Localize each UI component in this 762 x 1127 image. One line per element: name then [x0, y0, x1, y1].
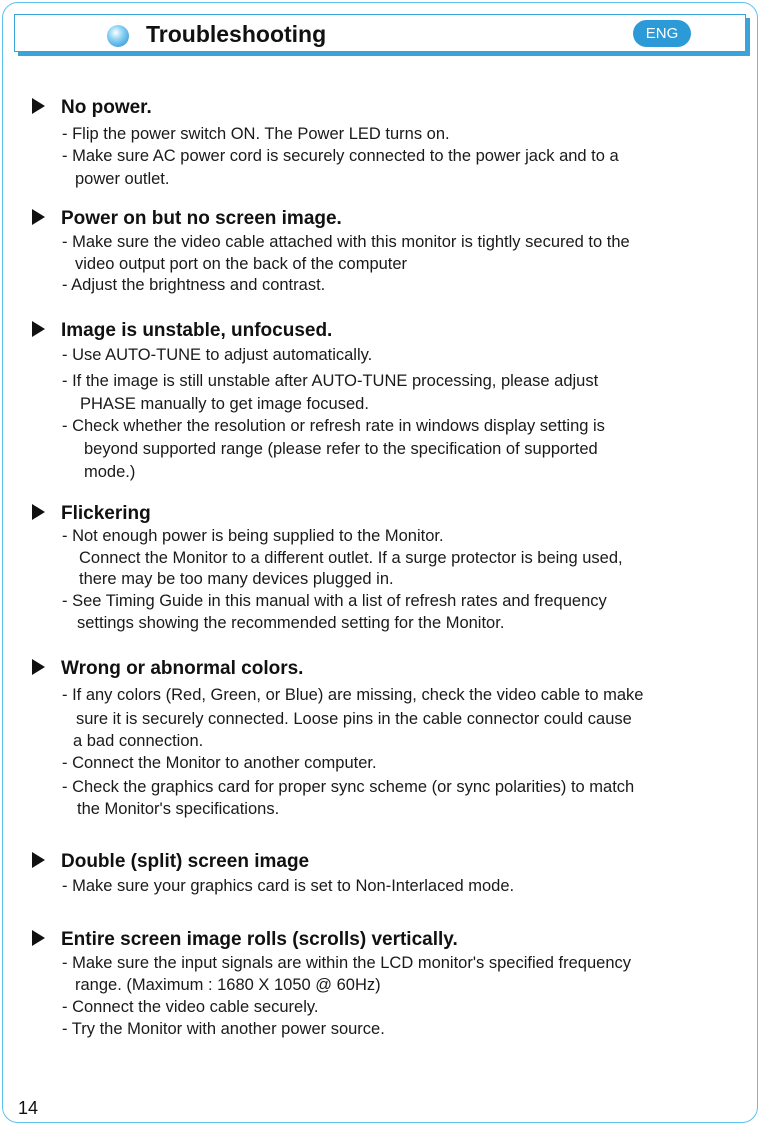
page-number: 14	[18, 1098, 39, 1118]
section-line: range. (Maximum : 1680 X 1050 @ 60Hz)	[75, 976, 381, 994]
section-title-text: Wrong or abnormal colors.	[61, 658, 304, 679]
section-line: PHASE manually to get image focused.	[80, 395, 369, 413]
triangle-bullet-icon	[32, 659, 45, 675]
section-title-unstable	[32, 320, 332, 342]
section-line: - Not enough power is being supplied to the Monitor.	[62, 527, 444, 545]
triangle-bullet-icon	[32, 98, 45, 114]
section-line: - See Timing Guide in this manual with a list of refresh rates and frequency	[62, 592, 607, 610]
triangle-bullet-icon	[32, 504, 45, 520]
section-line: - Try the Monitor with another power source.	[62, 1020, 385, 1038]
triangle-bullet-icon	[32, 852, 45, 868]
section-title-text: Image is unstable, unfocused.	[61, 320, 333, 341]
triangle-bullet-icon	[32, 321, 45, 337]
section-line: - Make sure AC power cord is securely connected to the power jack and to a	[62, 147, 619, 165]
section-line: - Make sure the input signals are within the LCD monitor's specified frequency	[62, 954, 632, 972]
section-line: the Monitor's specifications.	[77, 800, 280, 818]
section-title-no-power	[32, 97, 152, 119]
section-line: there may be too many devices plugged in.	[79, 570, 394, 588]
header-bullet-icon	[107, 25, 129, 47]
section-line: - Use AUTO-TUNE to adjust automatically.	[62, 346, 373, 364]
section-line: Connect the Monitor to a different outlet. If a surge protector is being used,	[79, 549, 623, 567]
section-line: - Connect the Monitor to another computer.	[62, 754, 377, 772]
section-title-text: Flickering	[61, 503, 151, 524]
section-title-text: No power.	[61, 97, 152, 118]
section-line: - Check whether the resolution or refresh rate in windows display setting is	[62, 417, 605, 435]
section-line: - Make sure the video cable attached with this monitor is tightly secured to the	[62, 233, 630, 251]
section-line: beyond supported range (please refer to the specification of supported	[84, 440, 598, 458]
section-line: - If any colors (Red, Green, or Blue) are missing, check the video cable to make	[62, 686, 644, 704]
triangle-bullet-icon	[32, 209, 45, 225]
section-line: mode.)	[84, 463, 136, 481]
section-line: - Adjust the brightness and contrast.	[62, 276, 326, 294]
section-title-double-image	[32, 851, 309, 873]
section-line: video output port on the back of the computer	[75, 255, 408, 273]
section-line: a bad connection.	[73, 732, 204, 750]
section-line: power outlet.	[75, 170, 170, 188]
section-title-rolls	[32, 929, 458, 951]
section-line: - Flip the power switch ON. The Power LED turns on.	[62, 125, 450, 143]
section-line: - If the image is still unstable after AUTO-TUNE processing, please adjust	[62, 372, 599, 390]
section-line: settings showing the recommended setting for the Monitor.	[77, 614, 505, 632]
triangle-bullet-icon	[32, 930, 45, 946]
section-title-no-image	[32, 208, 342, 230]
language-badge[interactable]: ENG	[633, 20, 691, 47]
section-line: - Connect the video cable securely.	[62, 998, 319, 1016]
section-title-text: Entire screen image rolls (scrolls) vertically.	[61, 929, 458, 950]
section-line: - Check the graphics card for proper sync scheme (or sync polarities) to match	[62, 778, 635, 796]
section-line: sure it is securely connected. Loose pins in the cable connector could cause	[76, 710, 632, 728]
section-title-text: Double (split) screen image	[61, 851, 310, 872]
section-title-text: Power on but no screen image.	[61, 208, 342, 229]
section-title-colors	[32, 658, 303, 680]
page-title: Troubleshooting	[146, 21, 327, 47]
section-line: - Make sure your graphics card is set to Non-Interlaced mode.	[62, 877, 515, 895]
section-title-flickering	[32, 503, 151, 525]
